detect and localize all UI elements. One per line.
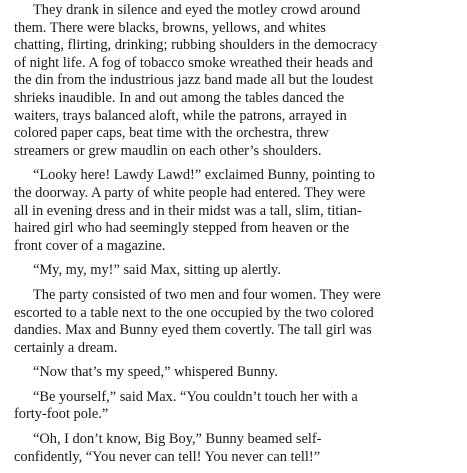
text-line: the din from the industrious jazz band made all but the loudest [14, 72, 374, 89]
text-line: The party consisted of two men and four women. They were [33, 286, 381, 303]
text-line: “Oh, I don’t know, Big Boy,” Bunny beamed self- [33, 431, 322, 448]
text-line: dandies. Max and Bunny eyed them covertly. The tall girl was [14, 322, 372, 339]
text-line: confidently, “You never can tell! You never can tell!” [14, 448, 321, 465]
paragraph-party-escorted [14, 287, 457, 357]
paragraph-bunny-confident [14, 431, 457, 466]
text-line: of night life. A fog of tobacco smoke wreathed their heads and [14, 54, 373, 71]
text-line: forty-foot pole.” [14, 406, 109, 423]
paragraph-crowd-description [14, 2, 457, 160]
text-line: the doorway. A party of white people had entered. They were [14, 184, 366, 201]
text-line: chatting, flirting, drinking; rubbing shoulders in the democracy [14, 37, 378, 54]
text-line: They drank in silence and eyed the motley crowd around [33, 2, 361, 18]
text-line: waiters, trays balanced aloft, while the patrons, arrayed in [14, 107, 347, 124]
text-line: haired girl who had seemingly stepped from heaven or the [14, 220, 350, 237]
text-line: shrieks inaudible. In and out among the tables danced the [14, 89, 345, 106]
text-line: “Looky here! Lawdy Lawd!” exclaimed Bunny, pointing to [33, 167, 375, 184]
text-line: colored paper caps, beat time with the orchestra, threw [14, 125, 329, 142]
text-line: all in evening dress and in their midst was a tall, slim, titian- [14, 202, 362, 219]
text-line: front cover of a magazine. [14, 237, 166, 254]
text-line: certainly a dream. [14, 339, 118, 356]
text-line: “Now that’s my speed,” whispered Bunny. [33, 364, 278, 381]
text-line: escorted to a table next to the one occupied by the two colored [14, 304, 374, 321]
text-line: “My, my, my!” said Max, sitting up alertly. [33, 262, 281, 279]
text-line: “Be yourself,” said Max. “You couldn’t touch her with a [33, 388, 358, 405]
paragraph-bunny-exclaims [14, 167, 457, 255]
text-line: streamers or grew maudlin on each other’s shoulders. [14, 142, 322, 159]
paragraph-bunny-whispers [14, 364, 457, 382]
document-page [14, 2, 457, 473]
text-line: them. There were blacks, browns, yellows, and whites [14, 19, 326, 36]
paragraph-max-reacts [14, 262, 457, 280]
paragraph-max-retorts [14, 389, 457, 424]
